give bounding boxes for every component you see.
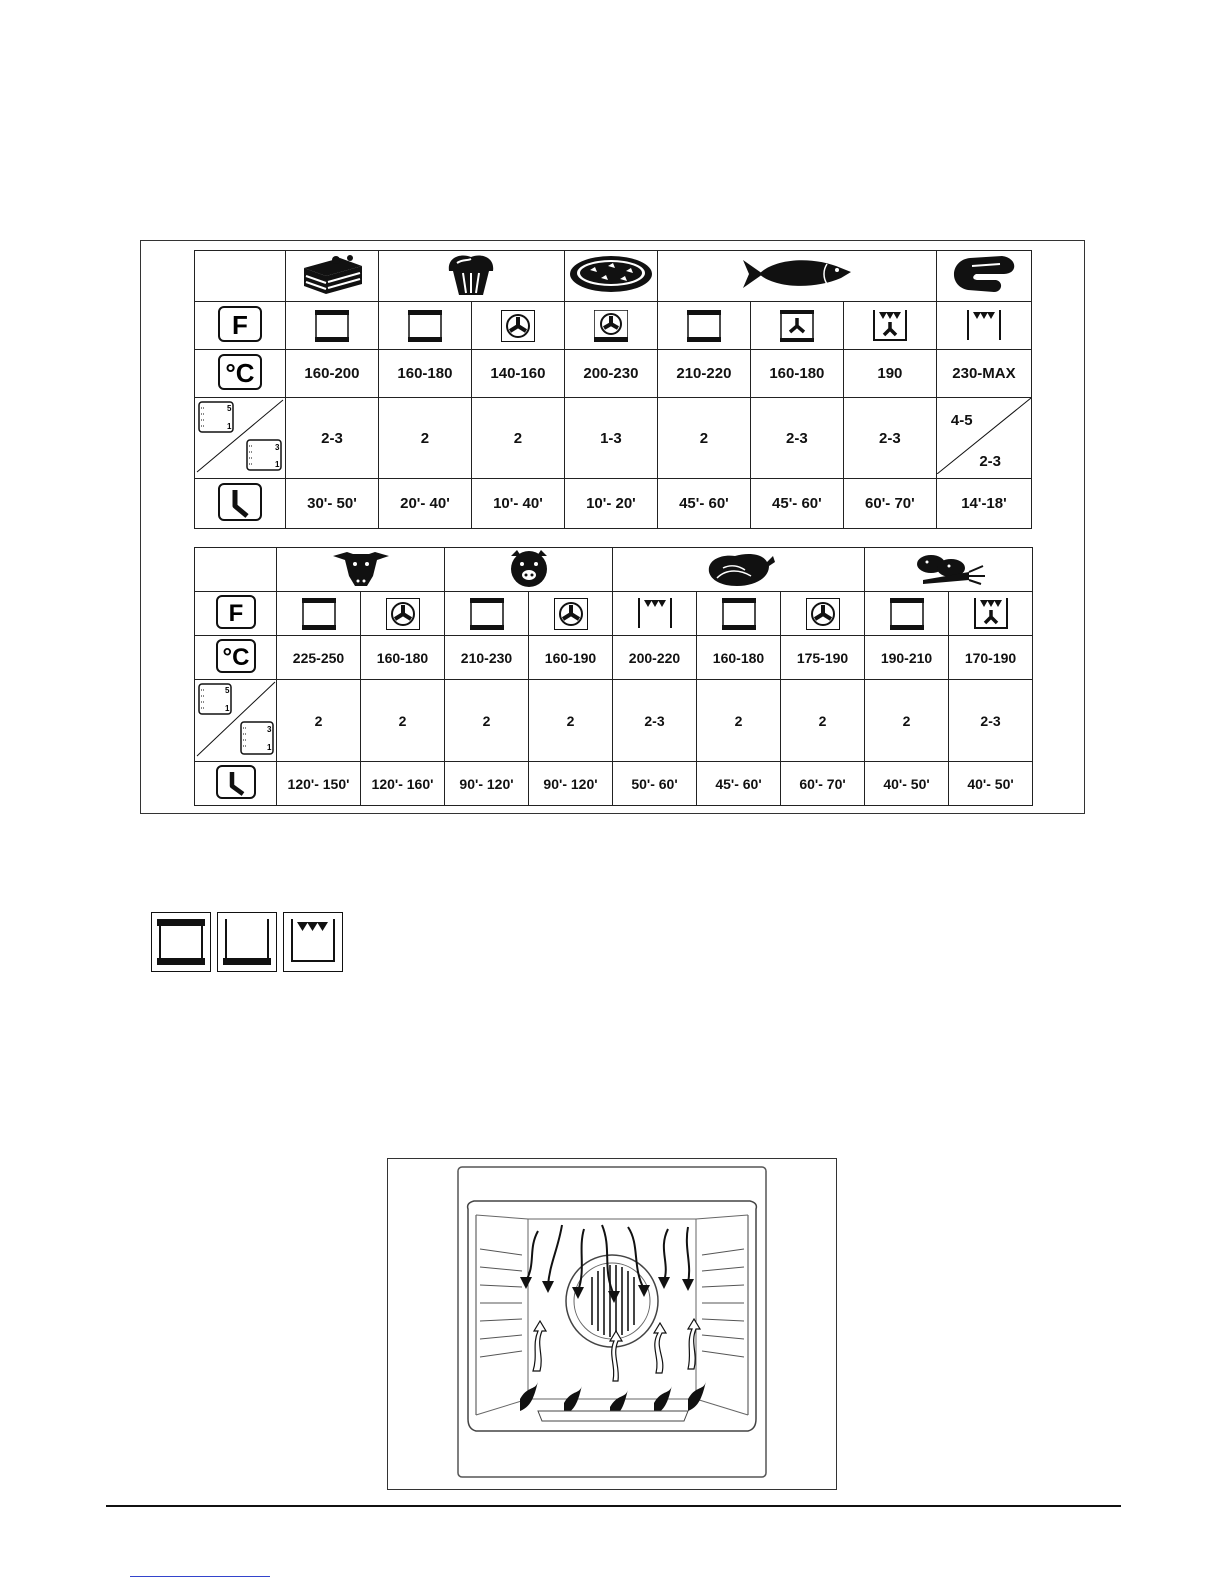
time-row	[195, 479, 1032, 529]
food-row	[195, 251, 1032, 302]
shelf-value: 2	[277, 680, 361, 762]
shelf-label-cell	[195, 680, 277, 762]
top-bottom-heat-icon	[470, 598, 504, 630]
temperature-label-icon	[213, 638, 259, 674]
mode-cell	[471, 302, 564, 350]
layer-cake-icon	[296, 252, 368, 296]
time-value: 45'- 60'	[750, 479, 843, 529]
food-cell-muffin	[378, 251, 564, 302]
corner-cell	[195, 548, 277, 592]
fish-icon	[741, 256, 853, 292]
vegetables-icon	[911, 550, 987, 586]
shelf-value: 2-3	[613, 680, 697, 762]
mode-cell	[529, 592, 613, 636]
food-cell-vegetables	[865, 548, 1033, 592]
corner-cell	[195, 251, 286, 302]
function-label-text: F	[232, 309, 248, 340]
temp-value: 200-220	[613, 636, 697, 680]
top-bottom-heat-icon	[315, 310, 349, 342]
shelf-number: 3	[267, 725, 272, 734]
time-value: 10'- 40'	[471, 479, 564, 529]
footer-link-underline	[130, 1576, 270, 1577]
oven-figure-frame	[387, 1158, 837, 1490]
food-cell-pork	[445, 548, 613, 592]
food-cell-chicken	[613, 548, 865, 592]
shelf-value: 2	[361, 680, 445, 762]
temp-value: 190	[843, 350, 936, 398]
temp-value: 230-MAX	[936, 350, 1031, 398]
shelf-split-cell	[936, 398, 1031, 479]
shelf-value: 2-3	[949, 680, 1033, 762]
time-value: 10'- 20'	[564, 479, 657, 529]
temp-value: 160-180	[361, 636, 445, 680]
temp-value: 175-190	[781, 636, 865, 680]
food-row	[195, 548, 1033, 592]
time-row	[195, 762, 1033, 806]
fan-icon	[386, 598, 420, 630]
shelf-value: 2	[529, 680, 613, 762]
top-bottom-heat-icon	[687, 310, 721, 342]
temp-value: 160-180	[750, 350, 843, 398]
grill-icon	[967, 310, 1001, 342]
shelf-row	[195, 680, 1033, 762]
food-cell-pizza	[564, 251, 657, 302]
function-label-text: F	[228, 600, 243, 627]
mode-cell	[657, 302, 750, 350]
temp-value: 160-180	[697, 636, 781, 680]
grill-fan-icon	[974, 598, 1008, 630]
food-cell-sausage	[936, 251, 1031, 302]
temperature-label-text: °C	[225, 357, 255, 388]
time-value: 50'- 60'	[613, 762, 697, 806]
time-value: 120'- 150'	[277, 762, 361, 806]
grill-fan-icon	[873, 310, 907, 342]
function-label-icon	[213, 594, 259, 630]
top-bottom-heat-icon	[722, 598, 756, 630]
function-row	[195, 302, 1032, 350]
temperature-label-icon	[217, 353, 263, 391]
time-value: 14'-18'	[936, 479, 1031, 529]
shelf-value: 2-3	[750, 398, 843, 479]
shelf-number: 3	[275, 443, 280, 452]
mode-cell	[697, 592, 781, 636]
shelf-number: 1	[227, 422, 232, 431]
mode-cell	[949, 592, 1033, 636]
sausage-icon	[946, 252, 1022, 296]
time-label-cell	[195, 479, 286, 529]
mode-cell	[750, 302, 843, 350]
shelf-value: 2	[865, 680, 949, 762]
shelf-value: 2	[471, 398, 564, 479]
legend-top-bottom-heat	[151, 912, 211, 972]
shelf-value: 2	[445, 680, 529, 762]
time-value: 45'- 60'	[657, 479, 750, 529]
clock-icon	[213, 764, 259, 800]
temperature-label-text: °C	[222, 644, 249, 671]
temp-value: 210-220	[657, 350, 750, 398]
top-bottom-heat-icon	[302, 598, 336, 630]
food-cell-cake	[285, 251, 378, 302]
food-cell-fish	[657, 251, 936, 302]
function-row	[195, 592, 1033, 636]
temp-value: 170-190	[949, 636, 1033, 680]
fan-top-bottom-heat-icon	[780, 310, 814, 342]
time-value: 45'- 60'	[697, 762, 781, 806]
temp-value: 210-230	[445, 636, 529, 680]
legend-grill	[283, 912, 343, 972]
shelf-number: 1	[267, 743, 272, 752]
chicken-icon	[701, 548, 777, 588]
shelf-position-icon	[195, 680, 277, 758]
fan-bottom-heat-icon	[594, 310, 628, 342]
time-value: 120'- 160'	[361, 762, 445, 806]
oven-convection-airflow-icon	[388, 1159, 836, 1489]
temp-value: 160-200	[285, 350, 378, 398]
temperature-label-cell	[195, 350, 286, 398]
fan-icon	[501, 310, 535, 342]
mode-cell	[613, 592, 697, 636]
clock-icon	[217, 482, 263, 522]
temp-value: 225-250	[277, 636, 361, 680]
shelf-value: 2	[697, 680, 781, 762]
shelf-value: 2	[657, 398, 750, 479]
temp-value: 140-160	[471, 350, 564, 398]
fan-icon	[554, 598, 588, 630]
time-label-cell	[195, 762, 277, 806]
shelf-value-lower: 2-3	[979, 453, 1001, 470]
top-bottom-heat-icon	[157, 919, 205, 965]
grill-icon	[638, 598, 672, 630]
function-label-cell	[195, 302, 286, 350]
temperature-label-cell	[195, 636, 277, 680]
temperature-row	[195, 350, 1032, 398]
mode-cell	[564, 302, 657, 350]
mode-cell	[277, 592, 361, 636]
shelf-value: 1-3	[564, 398, 657, 479]
mode-cell	[936, 302, 1031, 350]
temp-value: 160-190	[529, 636, 613, 680]
top-bottom-heat-icon	[408, 310, 442, 342]
legend-bottom-heat	[217, 912, 277, 972]
mode-cell	[781, 592, 865, 636]
pork-icon	[505, 548, 553, 588]
temp-value: 190-210	[865, 636, 949, 680]
shelf-row	[195, 398, 1032, 479]
time-value: 90'- 120'	[445, 762, 529, 806]
top-bottom-heat-icon	[890, 598, 924, 630]
shelf-number: 1	[275, 460, 280, 469]
time-value: 60'- 70'	[781, 762, 865, 806]
mode-cell	[843, 302, 936, 350]
shelf-value: 2-3	[285, 398, 378, 479]
cooking-table-1	[194, 250, 1032, 529]
time-value: 20'- 40'	[378, 479, 471, 529]
time-value: 90'- 120'	[529, 762, 613, 806]
beef-icon	[331, 548, 391, 588]
temp-value: 160-180	[378, 350, 471, 398]
shelf-value: 2	[378, 398, 471, 479]
time-value: 30'- 50'	[285, 479, 378, 529]
mode-cell	[865, 592, 949, 636]
shelf-number: 5	[227, 404, 232, 413]
time-value: 40'- 50'	[949, 762, 1033, 806]
shelf-value: 2	[781, 680, 865, 762]
legend-icons	[151, 912, 343, 972]
time-value: 40'- 50'	[865, 762, 949, 806]
time-value: 60'- 70'	[843, 479, 936, 529]
shelf-value: 2-3	[843, 398, 936, 479]
shelf-number: 1	[225, 704, 230, 713]
shelf-number: 5	[225, 686, 230, 695]
pizza-icon	[568, 254, 654, 294]
shelf-value-upper: 4-5	[950, 412, 973, 429]
bottom-heat-icon	[223, 919, 271, 965]
mode-cell	[361, 592, 445, 636]
mode-cell	[445, 592, 529, 636]
temp-value: 200-230	[564, 350, 657, 398]
muffin-icon	[443, 251, 499, 297]
function-label-cell	[195, 592, 277, 636]
shelf-label-cell	[195, 398, 286, 479]
footer-rule	[106, 1505, 1121, 1507]
function-label-icon	[217, 305, 263, 343]
fan-icon	[806, 598, 840, 630]
cooking-table-2	[194, 547, 1033, 806]
mode-cell	[285, 302, 378, 350]
temperature-row	[195, 636, 1033, 680]
grill-icon	[289, 919, 337, 965]
mode-cell	[378, 302, 471, 350]
food-cell-beef	[277, 548, 445, 592]
shelf-position-icon	[195, 398, 285, 474]
